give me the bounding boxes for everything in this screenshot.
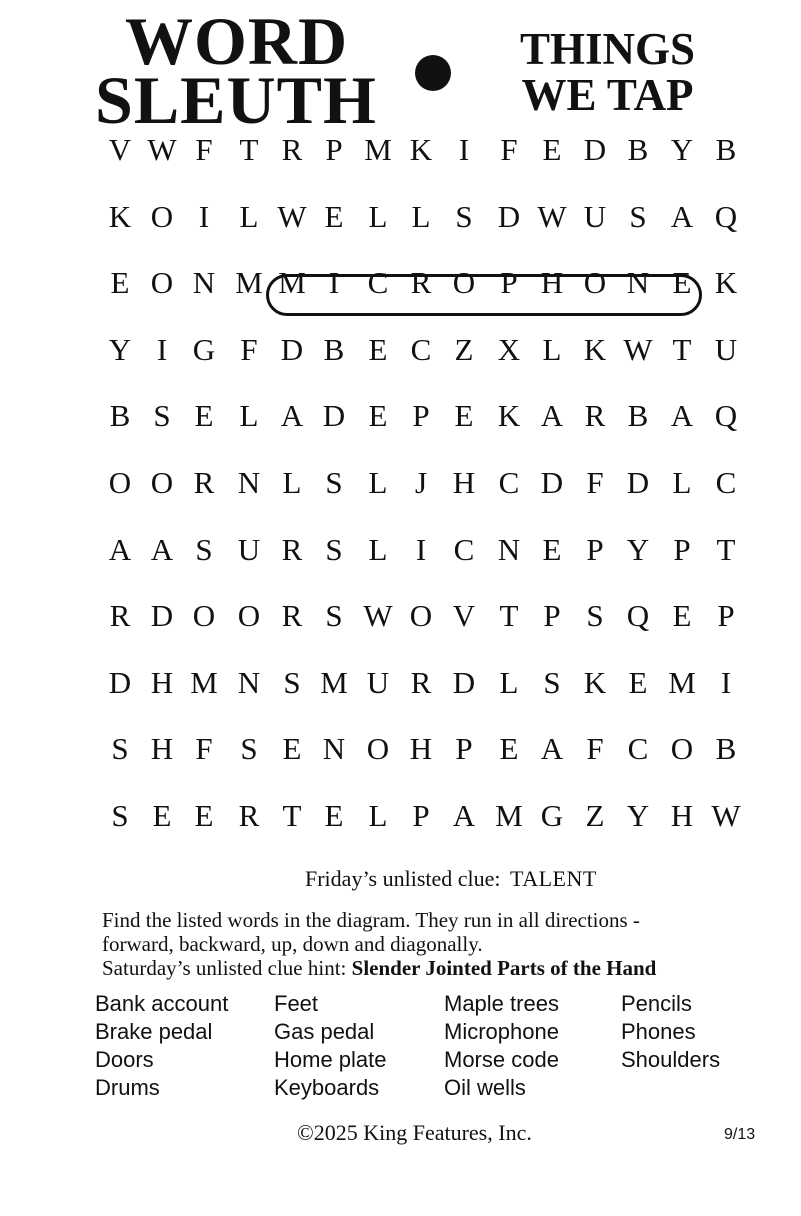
word-list-item: Brake pedal (95, 1019, 213, 1044)
grid-letter: A (540, 398, 564, 434)
grid-letter: D (280, 331, 304, 367)
grid-letter: F (500, 132, 518, 167)
grid-letter: T (716, 531, 736, 567)
grid-letter: E (454, 398, 474, 434)
title-sleuth: SLEUTH (95, 62, 377, 138)
grid-letter: D (583, 132, 607, 167)
grid-letter: O (192, 598, 216, 634)
grid-letter: O (409, 598, 433, 634)
grid-letter: S (325, 531, 343, 567)
grid-letter: S (543, 664, 561, 700)
grid-letter: N (237, 465, 261, 500)
grid-letter: P (412, 398, 430, 434)
word-list-item: Keyboards (274, 1075, 380, 1100)
grid-letter: S (111, 798, 129, 833)
word-list-item: Doors (95, 1047, 154, 1072)
grid-letter: R (410, 265, 432, 301)
grid-letter: W (537, 198, 567, 234)
grid-letter: D (540, 465, 564, 500)
grid-letter: H (540, 265, 564, 301)
theme-line-1: THINGS (519, 24, 696, 74)
grid-letter: Y (108, 331, 132, 367)
grid-letter: E (542, 531, 562, 567)
grid-letter: W (711, 798, 741, 833)
grid-letter: N (626, 265, 650, 301)
grid-letter: P (543, 598, 561, 634)
grid-letter: S (586, 598, 604, 634)
word-list-item: Bank account (95, 991, 229, 1016)
grid-letter: I (415, 531, 427, 567)
word-list-item: Maple trees (444, 991, 559, 1016)
word-list-item: Phones (621, 1019, 696, 1044)
grid-letter: O (150, 198, 174, 234)
grid-letter: O (366, 731, 390, 767)
grid-letter: E (194, 398, 214, 434)
grid-letter: L (368, 465, 388, 500)
letter-grid (98, 130, 758, 860)
grid-letter: F (586, 465, 604, 500)
grid-letter: L (368, 531, 388, 567)
grid-letter: C (367, 265, 389, 301)
grid-letter: W (277, 198, 307, 234)
grid-letter: E (110, 265, 130, 301)
grid-letter: L (672, 465, 692, 500)
grid-letter: N (497, 531, 521, 567)
grid-letter: L (239, 198, 259, 234)
grid-letter: Y (626, 531, 650, 567)
grid-letter: H (452, 465, 476, 500)
grid-letter: A (670, 198, 694, 234)
grid-letter: G (192, 331, 216, 367)
grid-letter: R (281, 531, 303, 567)
grid-letter: U (714, 331, 738, 367)
word-list-item: Home plate (274, 1047, 387, 1072)
grid-letter: S (629, 198, 647, 234)
grid-letter: O (237, 598, 261, 634)
grid-letter: L (368, 198, 388, 234)
grid-letter: K (714, 265, 738, 301)
grid-letter: Z (454, 331, 474, 367)
grid-letter: M (320, 664, 348, 700)
grid-letter: V (452, 598, 476, 634)
instructions-line-2: forward, backward, up, down and diagonally. (102, 932, 483, 956)
grid-letter: O (108, 465, 132, 500)
grid-letter: C (715, 465, 737, 500)
grid-letter: F (195, 132, 213, 167)
grid-letter: E (672, 265, 692, 301)
grid-letter: Y (670, 132, 694, 167)
grid-letter: D (108, 664, 132, 700)
grid-letter: H (150, 731, 174, 767)
grid-letter: P (412, 798, 430, 833)
word-list-column (274, 990, 387, 1102)
copyright: ©2025 King Features, Inc. (297, 1120, 532, 1145)
grid-letter: T (239, 132, 259, 167)
grid-letter: N (237, 664, 261, 700)
grid-letter: A (452, 798, 476, 833)
friday-clue-answer: TALENT (510, 866, 597, 891)
word-list-item: Microphone (444, 1019, 559, 1044)
grid-letter: L (368, 798, 388, 833)
grid-letter: S (111, 731, 129, 767)
grid-letter: D (452, 664, 476, 700)
grid-letter: I (198, 198, 210, 234)
grid-letter: K (583, 331, 607, 367)
grid-letter: E (282, 731, 302, 767)
grid-letter: T (672, 331, 692, 367)
grid-letter: Q (714, 398, 738, 434)
instructions (102, 908, 782, 980)
grid-letter: O (670, 731, 694, 767)
saturday-hint-label: Saturday’s unlisted clue hint: (102, 956, 347, 980)
grid-letter: W (363, 598, 393, 634)
grid-letter: L (282, 465, 302, 500)
grid-letter: U (583, 198, 607, 234)
word-list-item: Pencils (621, 991, 692, 1016)
grid-letter: F (195, 731, 213, 767)
word-list-item: Shoulders (621, 1047, 721, 1072)
word-list-column (444, 990, 559, 1102)
grid-letter: L (411, 198, 431, 234)
grid-letter: B (109, 398, 131, 434)
grid-letter: O (583, 265, 607, 301)
grid-letter: L (542, 331, 562, 367)
grid-letter: E (499, 731, 519, 767)
grid-letter: C (453, 531, 475, 567)
grid-letter: K (583, 664, 607, 700)
word-list-item: Oil wells (444, 1075, 526, 1100)
puzzle-title (95, 3, 395, 138)
grid-letter: I (720, 664, 732, 700)
grid-letter: E (368, 398, 388, 434)
grid-letter: D (150, 598, 174, 634)
grid-letter: C (627, 731, 649, 767)
grid-letter: N (322, 731, 346, 767)
grid-letter: P (455, 731, 473, 767)
grid-letter: N (192, 265, 216, 301)
grid-letter: K (108, 198, 132, 234)
grid-letter: E (324, 798, 344, 833)
grid-letter: A (108, 531, 132, 567)
page-number: 9/13 (724, 1126, 756, 1143)
grid-letter: C (410, 331, 432, 367)
grid-letter: H (150, 664, 174, 700)
instructions-line-1: Find the listed words in the diagram. They run in all directions - (102, 908, 640, 932)
grid-letter: W (147, 132, 177, 167)
grid-letter: B (715, 731, 737, 767)
grid-letter: E (324, 198, 344, 234)
grid-letter: O (150, 265, 174, 301)
grid-letter: E (194, 798, 214, 833)
grid-letter: S (325, 465, 343, 500)
circled-answer-microphone (266, 274, 702, 316)
grid-letter: D (626, 465, 650, 500)
grid-letter: C (498, 465, 520, 500)
grid-letter: K (497, 398, 521, 434)
word-list-item: Gas pedal (274, 1019, 375, 1044)
grid-letter: M (495, 798, 523, 833)
grid-letter: F (586, 731, 604, 767)
grid-letter: S (283, 664, 301, 700)
grid-letter: E (672, 598, 692, 634)
grid-letter: M (235, 265, 263, 301)
theme-line-2: WE TAP (521, 70, 694, 120)
grid-letter: O (452, 265, 476, 301)
grid-letter: E (152, 798, 172, 833)
puzzle-theme (500, 26, 715, 118)
grid-letter: R (193, 465, 215, 500)
grid-letter: S (153, 398, 171, 434)
saturday-hint-text: Slender Jointed Parts of the Hand (351, 956, 657, 980)
grid-letter: B (715, 132, 737, 167)
grid-letter: A (540, 731, 564, 767)
grid-letter: R (584, 398, 606, 434)
grid-letter: Z (585, 798, 605, 833)
grid-letter: S (325, 598, 343, 634)
grid-letter: I (156, 331, 168, 367)
grid-letter: A (670, 398, 694, 434)
friday-clue-label: Friday’s unlisted clue: (305, 866, 501, 891)
grid-letter: B (627, 132, 649, 167)
bullet-dot (415, 55, 451, 91)
grid-letter: E (628, 664, 648, 700)
grid-letter: P (717, 598, 735, 634)
grid-letter: P (586, 531, 604, 567)
grid-letter: S (455, 198, 473, 234)
grid-letter: L (239, 398, 259, 434)
grid-letter: T (499, 598, 519, 634)
grid-letter: J (414, 465, 428, 500)
grid-letter: U (237, 531, 261, 567)
grid-letter: P (673, 531, 691, 567)
word-list-item: Drums (95, 1075, 160, 1100)
grid-letter: P (325, 132, 343, 167)
grid-letter: S (240, 731, 258, 767)
grid-letter: D (497, 198, 521, 234)
grid-letter: H (409, 731, 433, 767)
grid-letter: B (627, 398, 649, 434)
grid-letter: M (278, 265, 306, 301)
grid-letter: R (281, 598, 303, 634)
grid-letter: H (670, 798, 694, 833)
word-list-column (95, 990, 228, 1102)
title-word: WORD (125, 3, 349, 79)
grid-letter: E (368, 331, 388, 367)
grid-letter: S (195, 531, 213, 567)
grid-letter: R (109, 598, 131, 634)
grid-letter: O (150, 465, 174, 500)
grid-letter: X (497, 331, 521, 367)
grid-letter: R (410, 664, 432, 700)
grid-letter: R (238, 798, 260, 833)
grid-letter: G (540, 798, 564, 833)
grid-letter: A (280, 398, 304, 434)
grid-letter: M (190, 664, 218, 700)
grid-letter: F (240, 331, 258, 367)
grid-letter: L (499, 664, 519, 700)
grid-letter: P (500, 265, 518, 301)
grid-letter: W (623, 331, 653, 367)
grid-letter: I (458, 132, 470, 167)
word-list-column (621, 990, 720, 1074)
friday-clue (305, 866, 597, 892)
grid-letter: Y (626, 798, 650, 833)
word-list-item: Feet (274, 991, 319, 1016)
word-list-item: Morse code (444, 1047, 559, 1072)
grid-letter: D (322, 398, 346, 434)
grid-letter: E (542, 132, 562, 167)
grid-letter: V (108, 132, 132, 167)
grid-letter: B (323, 331, 345, 367)
grid-letter: Q (714, 198, 738, 234)
grid-letter: A (150, 531, 174, 567)
saturday-hint (102, 956, 782, 980)
grid-letter: Q (626, 598, 650, 634)
grid-letter: M (364, 132, 392, 167)
grid-letter: I (328, 265, 340, 301)
grid-letter: U (366, 664, 390, 700)
grid-letter: M (668, 664, 696, 700)
grid-letter: K (409, 132, 433, 167)
grid-letter: T (282, 798, 302, 833)
grid-letter: R (281, 132, 303, 167)
